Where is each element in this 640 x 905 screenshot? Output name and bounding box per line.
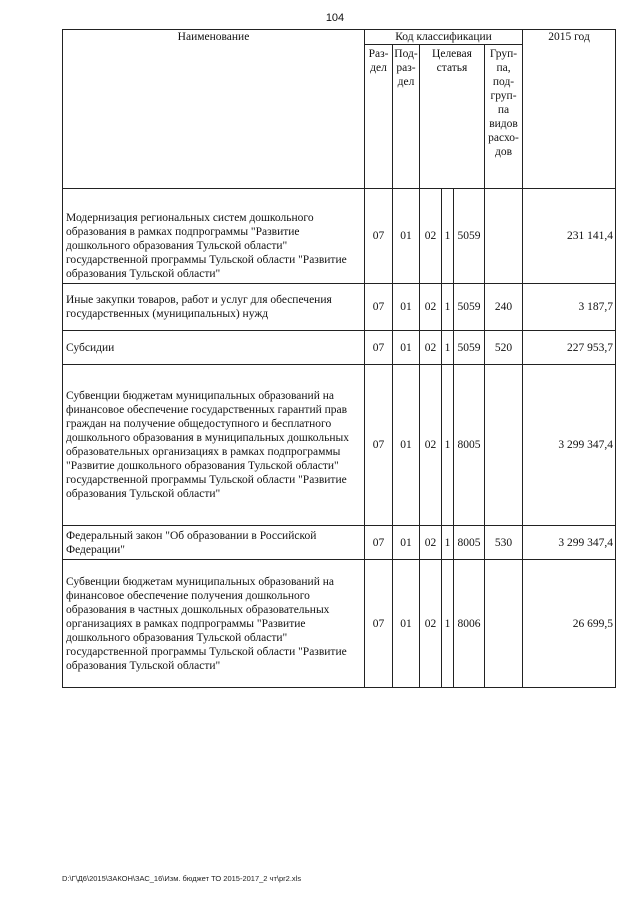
table-row: [63, 331, 616, 365]
row-subsection: 01: [393, 365, 420, 526]
row-name: Субсидии: [63, 331, 365, 365]
row-subsection: 01: [393, 189, 420, 284]
header-subsection: Под- раз- дел: [393, 45, 420, 189]
row-target-program: 02: [420, 560, 442, 688]
row-amount: 3 299 347,4: [523, 365, 616, 526]
row-name: Субвенции бюджетам муниципальных образований на финансовое обеспечение получения дошкольного образования в частных дошкольных образовательных организациях в рамках подпрограммы "Развитие дошкольного образования Тульской области" государственной программы Тульской области "Развитие образования Тульской области": [63, 560, 365, 688]
row-target-subprogram: 1: [442, 365, 454, 526]
row-target-direction: 5059: [454, 331, 485, 365]
row-expense-group: 530: [485, 526, 523, 560]
row-subsection: 01: [393, 284, 420, 331]
row-expense-group: 240: [485, 284, 523, 331]
header-section: Раз- дел: [365, 45, 393, 189]
row-target-direction: 8006: [454, 560, 485, 688]
page-number: 104: [325, 12, 345, 24]
row-name: Субвенции бюджетам муниципальных образований на финансовое обеспечение государственных гарантий прав граждан на получение общедоступного и бесплатного дошкольного образования в муниципальных дошкольных образовательных организациях в рамках подпрограммы "Развитие дошкольного образования Тульской области" государственной программы Тульской области "Развитие образования Тульской области": [63, 365, 365, 526]
budget-table: [62, 29, 616, 688]
header-year: 2015 год: [523, 30, 616, 189]
row-section: 07: [365, 526, 393, 560]
row-target-subprogram: 1: [442, 284, 454, 331]
row-section: 07: [365, 189, 393, 284]
row-expense-group: [485, 365, 523, 526]
row-target-direction: 5059: [454, 284, 485, 331]
row-target-program: 02: [420, 331, 442, 365]
row-target-subprogram: 1: [442, 526, 454, 560]
table-row: [63, 284, 616, 331]
row-amount: 3 299 347,4: [523, 526, 616, 560]
row-name: Модернизация региональных систем дошкольного образования в рамках подпрограммы "Развитие дошкольного образования Тульской области" государственной программы Тульской области "Развитие образования Тульской области": [63, 189, 365, 284]
header-classification: Код классификации: [365, 30, 523, 45]
row-amount: 3 187,7: [523, 284, 616, 331]
row-target-direction: 8005: [454, 526, 485, 560]
row-section: 07: [365, 331, 393, 365]
row-target-subprogram: 1: [442, 189, 454, 284]
row-expense-group: [485, 560, 523, 688]
row-section: 07: [365, 365, 393, 526]
row-amount: 227 953,7: [523, 331, 616, 365]
row-section: 07: [365, 560, 393, 688]
row-amount: 231 141,4: [523, 189, 616, 284]
row-target-subprogram: 1: [442, 560, 454, 688]
row-section: 07: [365, 284, 393, 331]
row-name: Федеральный закон "Об образовании в Российской Федерации": [63, 526, 365, 560]
row-expense-group: 520: [485, 331, 523, 365]
row-target-program: 02: [420, 189, 442, 284]
table-row: [63, 526, 616, 560]
table-row: [63, 189, 616, 284]
file-path-footer: D:\Г\Д6\2015\ЗАКОН\ЗАС_16\Изм. бюджет ТО 2015-2017_2 чт\pr2.xls: [62, 874, 302, 883]
row-target-direction: 5059: [454, 189, 485, 284]
row-target-subprogram: 1: [442, 331, 454, 365]
row-subsection: 01: [393, 331, 420, 365]
row-subsection: 01: [393, 526, 420, 560]
header-expense-group: Груп- па, под- груп- па видов расхо- дов: [485, 45, 523, 189]
row-target-direction: 8005: [454, 365, 485, 526]
row-target-program: 02: [420, 284, 442, 331]
row-expense-group: [485, 189, 523, 284]
header-name: Наименование: [63, 30, 365, 189]
header-target-article: Целевая статья: [420, 45, 485, 189]
row-name: Иные закупки товаров, работ и услуг для обеспечения государственных (муниципальных) нужд: [63, 284, 365, 331]
row-target-program: 02: [420, 526, 442, 560]
table-row: [63, 560, 616, 688]
row-target-program: 02: [420, 365, 442, 526]
row-amount: 26 699,5: [523, 560, 616, 688]
table-row: [63, 365, 616, 526]
row-subsection: 01: [393, 560, 420, 688]
